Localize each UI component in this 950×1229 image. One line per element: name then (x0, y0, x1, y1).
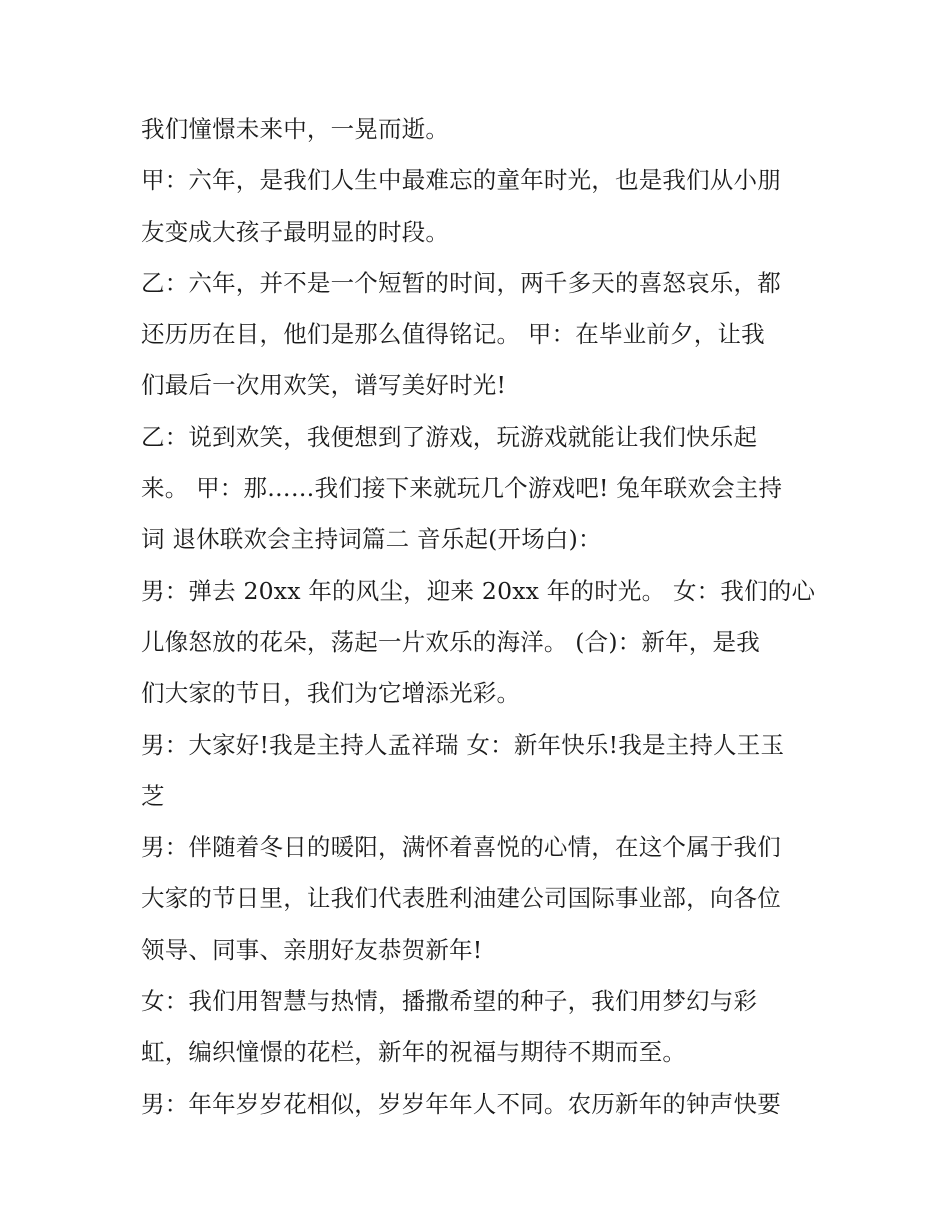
text-line: 男：弹去 20xx 年的风尘，迎来 20xx 年的时光。 女：我们的心 (141, 576, 816, 605)
text-line: 女：我们用智慧与热情，播撒希望的种子，我们用梦幻与彩 (141, 987, 758, 1016)
text-line: 男：伴随着冬日的暖阳，满怀着喜悦的心情，在这个属于我们 (141, 833, 781, 862)
text-line: 乙：说到欢笑，我便想到了游戏，玩游戏就能让我们快乐起 (141, 422, 758, 451)
text-line: 儿像怒放的花朵，荡起一片欢乐的海洋。 (合)：新年，是我 (141, 627, 760, 656)
text-line: 男：大家好!我是主持人孟祥瑞 女：新年快乐!我是主持人王玉 (141, 730, 785, 759)
text-line: 男：年年岁岁花相似，岁岁年年人不同。农历新年的钟声快要 (141, 1089, 781, 1118)
text-line: 们最后一次用欢笑，谱写美好时光! (141, 371, 507, 400)
text-line: 友变成大孩子最明显的时段。 (141, 217, 450, 246)
text-line: 甲：六年，是我们人生中最难忘的童年时光，也是我们从小朋 (141, 166, 781, 195)
text-line: 我们憧憬未来中，一晃而逝。 (141, 115, 450, 143)
text-line: 乙：六年，并不是一个短暂的时间，两千多天的喜怒哀乐，都 (141, 268, 781, 297)
text-line: 还历历在目，他们是那么值得铭记。 甲：在毕业前夕，让我 (141, 320, 765, 349)
text-line: 虹，编织憧憬的花栏，新年的祝福与期待不期而至。 (141, 1038, 687, 1067)
text-line: 词 退休联欢会主持词篇二 音乐起(开场白)： (141, 525, 602, 554)
text-line: 芝 (141, 781, 165, 810)
text-line: 大家的节日里，让我们代表胜利油建公司国际事业部，向各位 (141, 884, 781, 913)
document-body (141, 104, 821, 1130)
text-line: 来。 甲：那……我们接下来就玩几个游戏吧! 兔年联欢会主持 (141, 474, 783, 503)
text-line: 领导、同事、亲朋好友恭贺新年! (141, 935, 483, 964)
text-line: 们大家的节日，我们为它增添光彩。 (141, 679, 521, 708)
